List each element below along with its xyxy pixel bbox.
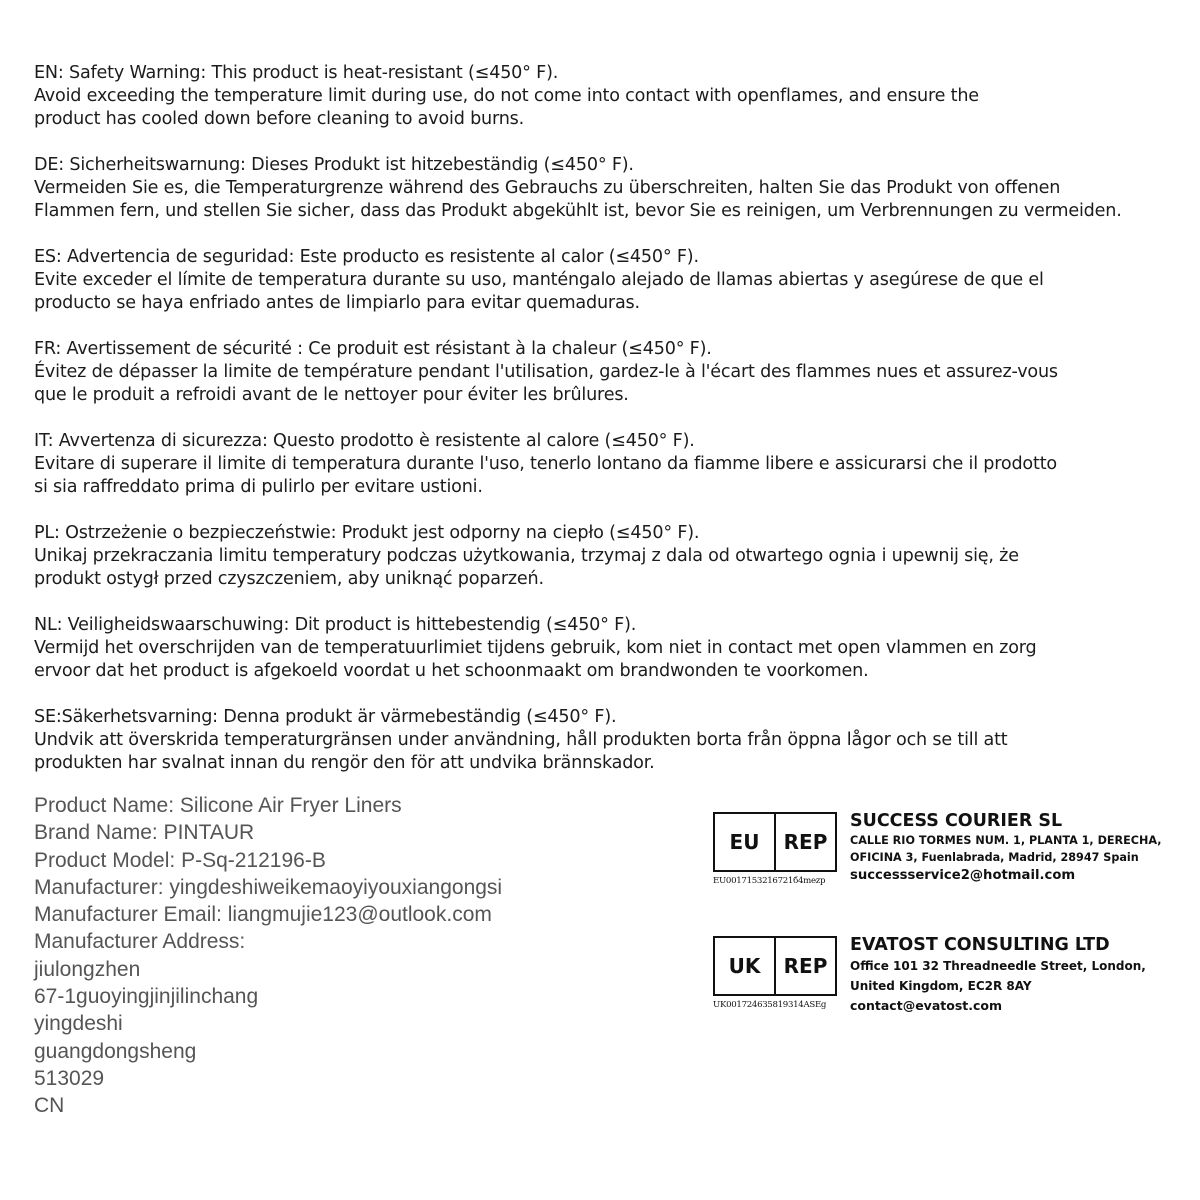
rep-label: REP: [774, 814, 835, 870]
product-info-line: CN: [34, 1094, 65, 1118]
product-info-line: Manufacturer: yingdeshiweikemaoyiyouxiangongsi: [34, 875, 503, 899]
product-info-line: 513029: [34, 1066, 105, 1090]
eu-rep-details: [850, 810, 1200, 886]
warning-text: que le produit a refroidi avant de le nettoyer pour éviter les brûlures.: [34, 385, 629, 405]
uk-rep-symbol: [713, 936, 837, 996]
warning-text: Unikaj przekraczania limitu temperatury podczas użytkowania, trzymaj z dala od otwartego ognia i upewnij się, że: [34, 546, 1019, 566]
eu-rep-email: successservice2@hotmail.com: [850, 868, 1076, 883]
warning-block: [34, 62, 1184, 131]
warning-block: [34, 430, 1184, 499]
eu-rep-address-line: OFICINA 3, Fuenlabrada, Madrid, 28947 Spain: [850, 851, 1139, 864]
warning-text: Evite exceder el límite de temperatura durante su uso, manténgalo alejado de llamas abiertas y asegúrese de que el: [34, 270, 1044, 290]
eu-rep-name: SUCCESS COURIER SL: [850, 811, 1063, 831]
product-info-line: 67-1guoyingjinjilinchang: [34, 985, 259, 1009]
eu-rep-address-line: CALLE RIO TORMES NUM. 1, PLANTA 1, DERECHA,: [850, 834, 1162, 847]
warning-text: Avoid exceeding the temperature limit during use, do not come into contact with openflames, and ensure the: [34, 86, 979, 106]
product-info-line: Manufacturer Email: liangmujie123@outlook.com: [34, 903, 492, 927]
uk-rep-email: contact@evatost.com: [850, 998, 1003, 1013]
warning-text: si sia raffreddato prima di pulirlo per evitare ustioni.: [34, 477, 483, 497]
product-info-line: guangdongsheng: [34, 1039, 197, 1063]
product-info-line: Brand Name: PINTAUR: [34, 821, 255, 845]
product-info-line: jiulongzhen: [34, 957, 141, 981]
warning-block: [34, 614, 1184, 683]
warning-block: [34, 154, 1184, 223]
warning-text: Undvik att överskrida temperaturgränsen under användning, håll produkten borta från öppna lågor och se till att: [34, 730, 1008, 750]
warning-text: produkten har svalnat innan du rengör den för att undvika brännskador.: [34, 753, 655, 773]
warning-heading: IT: Avvertenza di sicurezza: Questo prodotto è resistente al calore (≤450° F).: [34, 431, 695, 451]
rep-label: REP: [774, 938, 835, 994]
warning-heading: NL: Veiligheidswaarschuwing: Dit product is hittebestendig (≤450° F).: [34, 615, 637, 635]
warning-block: [34, 522, 1184, 591]
product-info-line: Product Model: P-Sq-212196-B: [34, 848, 326, 872]
uk-rep-details: [850, 934, 1200, 1016]
warning-text: Flammen fern, und stellen Sie sicher, dass das Produkt abgekühlt ist, bevor Sie es reinigen, um Verbrennungen zu vermeiden.: [34, 201, 1122, 221]
warning-block: [34, 246, 1184, 315]
uk-label: UK: [728, 954, 761, 978]
warning-text: produkt ostygł przed czyszczeniem, aby uniknąć poparzeń.: [34, 569, 544, 589]
safety-warnings: [34, 62, 1184, 798]
product-info-line: Manufacturer Address:: [34, 930, 246, 954]
warning-text: Évitez de dépasser la limite de température pendant l'utilisation, gardez-le à l'écart des flammes nues et assurez-vous: [34, 362, 1058, 382]
warning-heading: EN: Safety Warning: This product is heat-resistant (≤450° F).: [34, 63, 559, 83]
uk-rep-address-line: Office 101 32 Threadneedle Street, London,: [850, 959, 1146, 973]
product-info-line: Product Name: Silicone Air Fryer Liners: [34, 794, 402, 817]
warning-text: product has cooled down before cleaning to avoid burns.: [34, 109, 525, 129]
warning-text: Vermijd het overschrijden van de temperatuurlimiet tijdens gebruik, kom niet in contact met open vlammen en zorg: [34, 638, 1037, 658]
product-info-line: yingdeshi: [34, 1012, 123, 1036]
eu-label: EU: [729, 830, 760, 854]
warning-heading: DE: Sicherheitswarnung: Dieses Produkt ist hitzebeständig (≤450° F).: [34, 155, 634, 175]
eu-rep-code: EU0017153216721б4mezp: [713, 876, 826, 886]
warning-heading: PL: Ostrzeżenie o bezpieczeństwie: Produkt jest odporny na ciepło (≤450° F).: [34, 523, 700, 543]
warning-block: [34, 706, 1184, 775]
uk-rep-name: EVATOST CONSULTING LTD: [850, 935, 1110, 955]
product-info: [34, 792, 674, 1120]
uk-rep-address-line: United Kingdom, EC2R 8AY: [850, 979, 1032, 993]
uk-rep-code: UK0017246З5819314ASEg: [713, 1000, 827, 1010]
warning-text: Vermeiden Sie es, die Temperaturgrenze während des Gebrauchs zu überschreiten, halten Sie das Produkt von offenen: [34, 178, 1061, 198]
warning-heading: ES: Advertencia de seguridad: Este producto es resistente al calor (≤450° F).: [34, 247, 699, 267]
warning-text: producto se haya enfriado antes de limpiarlo para evitar quemaduras.: [34, 293, 640, 313]
eu-rep-symbol: [713, 812, 837, 872]
warning-heading: SE:Säkerhetsvarning: Denna produkt är värmebeständig (≤450° F).: [34, 707, 617, 727]
warning-text: Evitare di superare il limite di temperatura durante l'uso, tenerlo lontano da fiamme libere e assicurarsi che il prodotto: [34, 454, 1057, 474]
warning-heading: FR: Avertissement de sécurité : Ce produit est résistant à la chaleur (≤450° F).: [34, 339, 712, 359]
warning-block: [34, 338, 1184, 407]
warning-text: ervoor dat het product is afgekoeld voordat u het schoonmaakt om brandwonden te voorkomen.: [34, 661, 869, 681]
